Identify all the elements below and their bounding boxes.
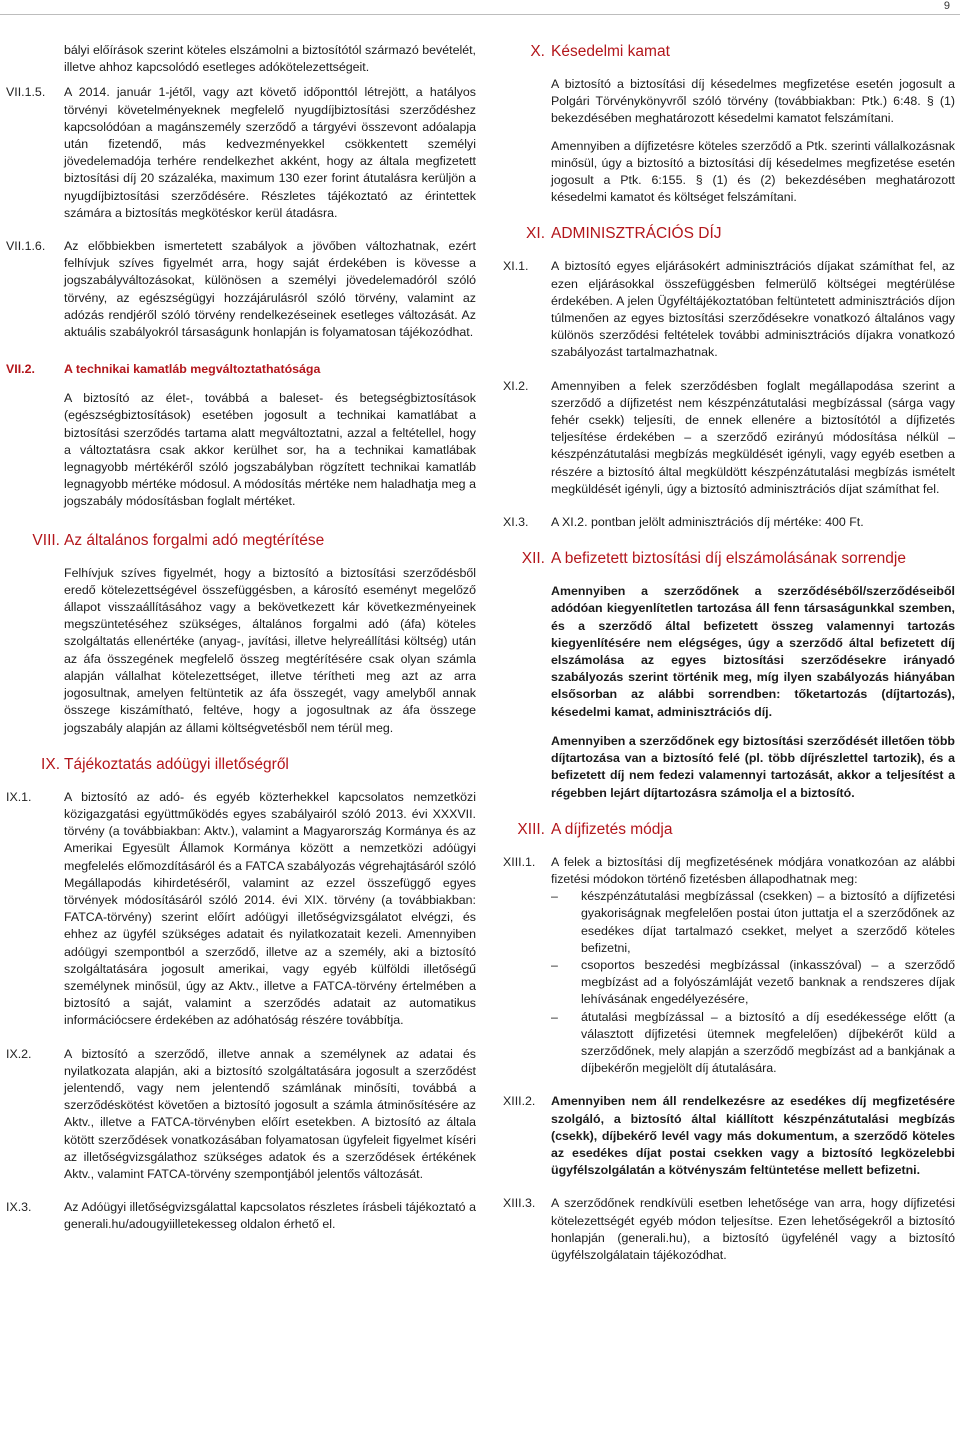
section-ix-1 bbox=[6, 789, 476, 1030]
section-number: XI.3. bbox=[503, 515, 529, 530]
dash-bullet: – bbox=[551, 1009, 558, 1024]
paragraph-text: Az előbbiekben ismertetett szabályok a jövőben változhatnak, ezért felhívjuk szíves figyelmét arra, hogy saját érdekében is kövesse a jogszabályváltozásokat, különösen a személyi jövedelemadóról szóló törvény, az egészségügyi hozzájárulásról szóló törvény, valamint az adózás rendjéről szóló törvény rendelkezéseinek esetleges változását. Az aktuális szabályokról társaságunk honlapján is folyamatosan tájékozódhat. bbox=[64, 239, 476, 340]
section-number: IX.1. bbox=[6, 789, 32, 804]
subheading-vii-2 bbox=[6, 361, 476, 378]
list-item-text: készpénzátutalási megbízással (csekken) – a biztosító a díjfizetési gyakoriságnak megfelelően postai úton juttatja el a szerződőnek az esedékes díjat tartalmazó csekket, melyet a szerződő köteles befizetni, bbox=[581, 889, 955, 955]
heading-roman: XI. bbox=[526, 225, 545, 243]
paragraph-text: Amennyiben nem áll rendelkezésre az esedékes díj megfizetésére szolgáló, a biztosító által kiállított készpénzátutalási megbízás (csekk), díjbekérő levél vagy más dokumentum, a szerződő köteles az esedékes díjat postai csekken vagy a biztosító legközelebbi ügyfélszolgálatán a kötvényszám feltüntetése mellett befizetni. bbox=[551, 1094, 955, 1178]
heading-roman: X. bbox=[530, 43, 545, 60]
dash-bullet: – bbox=[551, 889, 558, 904]
paragraph-text: Amennyiben a szerződőnek egy biztosítási szerződését illetően több díjtartozása van a biztosító felé (pl. több díjrészlettel tartozik), és a befizetett díj nem fedezi valamennyi tartozását, akkor a teljesítést a régebben lejárt díjtartozásra számolja el a biztosító. bbox=[551, 733, 955, 800]
paragraph-text: A felek a biztosítási díj megfizetésének módjára vonatkozóan az alábbi fizetési módokon történő fizetésben állapodhatnak meg: bbox=[551, 854, 955, 886]
heading-title: Az általános forgalmi adó megtérítése bbox=[64, 531, 325, 549]
section-xii-p2 bbox=[503, 733, 955, 802]
section-xi-2 bbox=[503, 378, 955, 498]
paragraph-text: A 2014. január 1-jétől, vagy azt követő időponttól létrejött, a hatályos törvényi követelményeknek megfelelő nyugdíjbiztosítási szerződéshez kapcsolódóan a magánszemély szerződő a tárgyévi összevont adóalapja után fizetendő, más kedvezményekkel csökkentett személyi jövedelemadója terhére rendelkezhet akként, hogy az általa megfizetett biztosítási díj 20 százaléka, maximum 130 ezer forint átutalásra kerüljön a nyugdíjbiztosítási szerződésére. Részletes tájékoztató az érintettek számára a biztosítás megkötéskor kerül átadásra. bbox=[64, 85, 476, 220]
section-ix-2 bbox=[6, 1046, 476, 1184]
section-x-p2 bbox=[503, 138, 955, 207]
heading-viii bbox=[6, 531, 476, 551]
section-number: IX.3. bbox=[6, 1200, 32, 1215]
section-xiii-2 bbox=[503, 1093, 955, 1179]
section-xiii-3 bbox=[503, 1195, 955, 1264]
paragraph-text: A XI.2. pontban jelölt adminisztrációs díj mértéke: 400 Ft. bbox=[551, 515, 864, 530]
heading-xiii bbox=[503, 820, 955, 840]
subheading-title: A technikai kamatláb megváltoztathatósága bbox=[64, 362, 321, 377]
paragraph-text: A biztosító a biztosítási díj késedelmes megfizetése esetén jogosult a Polgári Törvénykönyvről szóló törvény (továbbiakban: Ptk.) 6:48. § (1) bekezdésében meghatározott késedelmi kamatot felszámítani. bbox=[551, 77, 955, 126]
heading-title: Tájékoztatás adóügyi illetőségről bbox=[64, 755, 289, 773]
section-vii-1-5 bbox=[6, 84, 476, 222]
list-item bbox=[551, 957, 955, 1009]
list-item-text: csoportos beszedési megbízással (inkasszóval) – a szerződő megbízást ad a folyószámláját vezető banknak a rendszeres díjak lehívásának engedélyezésére, bbox=[581, 957, 955, 1007]
heading-roman: VIII. bbox=[32, 531, 60, 549]
heading-roman: XII. bbox=[521, 550, 545, 568]
page-number: 9 bbox=[943, 0, 950, 12]
heading-xii bbox=[503, 549, 955, 569]
dash-bullet: – bbox=[551, 957, 558, 972]
paragraph-text: A szerződőnek rendkívüli esetben lehetősége van arra, hogy díjfizetési kötelezettségét egyéb módon teljesítse. Ezen lehetőségekről a biztosító honlapján (generali.hu), a biztosító ügyfelénél vagy a biztosító ügyfélszolgálatain tájékozódhat. bbox=[551, 1196, 955, 1262]
section-number: IX.2. bbox=[6, 1046, 32, 1061]
heading-title: Késedelmi kamat bbox=[551, 43, 670, 60]
section-number: XIII.2. bbox=[503, 1094, 536, 1109]
section-xi-3 bbox=[503, 514, 955, 531]
list-item bbox=[551, 888, 955, 957]
section-number: XIII.3. bbox=[503, 1196, 536, 1211]
heading-xi bbox=[503, 224, 955, 244]
subheading-number: VII.2. bbox=[6, 362, 35, 377]
paragraph-text: A biztosító az adó- és egyéb közterhekkel kapcsolatos nemzetközi közigazgatási együttműködés egyes szabályairól szóló 2013. évi XXXVII. törvény (a továbbiakban: Aktv.), valamint a Magyarország Kormánya és az Amerikai Egyesült Államok Kormánya között a nemzetközi adóügyi megfelelés előmozdításáról és a FATCA szabályozás végrehajtásáról szóló Megállapodás kihirdetéséről, valamint az ezzel összefüggő egyes törvények módosításáról szóló 2014. évi XIX. törvény (a továbbiakban: FATCA-törvény) szerint előírt adóügyi illetőségvizsgálatot elvégzi, és ehhez az ügyfél szükséges adatait és nyilatkozatait kezeli. Amennyiben adóügyi szempontból a szerződő, illetve az a személy, aki a biztosító szolgáltatására jogosult amerikai, vagy egyéb külföldi illetőségű személynek minősül, úgy az Aktv., illetve a FATCA-törvény értelmében a biztosító a saját, valamint a szerződés adatait az automatikus információcsere érdekében az adóhatóság részére továbbítja. bbox=[64, 789, 476, 1028]
heading-title: ADMINISZTRÁCIÓS DÍJ bbox=[551, 225, 722, 243]
section-xii-p1 bbox=[503, 583, 955, 721]
heading-ix bbox=[6, 755, 476, 775]
heading-title: A befizetett biztosítási díj elszámolásának sorrendje bbox=[551, 550, 906, 568]
section-xiii-1-body bbox=[551, 854, 955, 1078]
right-column bbox=[503, 42, 955, 1280]
section-number: VII.1.5. bbox=[6, 85, 46, 100]
paragraph-text: Az Adóügyi illetőségvizsgálattal kapcsolatos részletes írásbeli tájékoztató a generali.hu/adougyiilletekesseg oldalon érhető el. bbox=[64, 1200, 476, 1232]
section-number: XI.1. bbox=[503, 259, 529, 274]
paragraph-text: Amennyiben a szerződőnek a szerződéséből/szerződéseiből adódóan kiegyenlítetlen tartozása áll fenn társaságunkkal szemben, és a szerződő által befizetett összeg valamennyi tartozás kiegyenlítésére nem elégséges, úgy a szerződő által befizetett díj elszámolása az egyes biztosítási szerződésekre irányadó szabályozás szerint történik meg, míg ilyen szabályozás hiányában elsősorban az alábbi sorrendben: tőketartozás (díjtartozás), késedelmi kamat, adminisztrációs díj. bbox=[551, 584, 955, 719]
top-rule bbox=[0, 14, 960, 15]
paragraph-text: A biztosító az élet-, továbbá a baleset- és betegségbiztosítások (egészségbiztosítások) esetében jogosult a technikai kamatlábat a biztosítási szerződés tartama alatt megváltoztatni, azzal a feltétellel, hogy a változtatásra csak akkor kerülhet sor, ha a technikai kamatlábak legnagyobb mértékéről szóló jogszabályban rögzített technikai kamatláb legnagyobb mértéke módosul. A módosítás mértéke nem haladhatja meg a jogszabály módosításban foglalt mértéket. bbox=[64, 391, 476, 509]
paragraph-text: A biztosító egyes eljárásokért adminisztrációs díjakat számíthat fel, az ezen eljárásokkal összefüggésben felmerülő költségei megtérülése érdekében. A jelen Ügyféltájékoztatóban feltüntetett adminisztrációs díjon túlmenően az egyes biztosítási szerződésekre vonatkozó általános vagy különös szerződési feltételek további adminisztrációs díjakra vonatkozó szabályozást tartalmazhatnak. bbox=[551, 259, 955, 360]
paragraph-text: bályi előírások szerint köteles elszámolni a biztosítótól származó bevételét, illetve ahhoz kapcsolódó esetleges adókötelezettségeit. bbox=[64, 43, 476, 75]
list-item-text: átutalási megbízással – a biztosító a díj esedékessége előtt (a választott díjfizetési ütemnek megfelelően) díjbekérőt küld a szerződőnek, mely alapján a szerződő megbízást ad a bankjának a díjbekérőn megjelölt díj átutalására. bbox=[581, 1009, 955, 1076]
section-number: VII.1.6. bbox=[6, 239, 46, 254]
section-xi-1 bbox=[503, 258, 955, 361]
continued-paragraph bbox=[6, 42, 476, 76]
section-vii-1-6 bbox=[6, 238, 476, 341]
heading-roman: XIII. bbox=[517, 820, 545, 838]
paragraph-text: Felhívjuk szíves figyelmét, hogy a biztosító a biztosítási szerződésből eredő kötelezettségével összefüggésben, a károsító eseményt megelőző állapot visszaállításához vagy a bekövetkezett kár következményeinek megszüntetéséhez szükséges, általános forgalmi adó (áfa) köteles szolgáltatás ellenértéke (anyag-, javítási, illetve helyreállítási költség) után az áfa összegének megfelelő összeg megtérítésére csak olyan számla alapján vállalhat kötelezettséget, illetve térítheti meg azt az arra jogosultnak, amelyen feltüntetik az áfa összegét, vagy amelyből annak összege kiszámítható, feltéve, hogy a jogosultnak az áfa összege jogszabály alapján az állami költségvetésből nem térül meg. bbox=[64, 565, 476, 735]
list-item bbox=[551, 1009, 955, 1078]
section-x-p1 bbox=[503, 76, 955, 128]
payment-method-list bbox=[551, 888, 955, 1077]
section-viii-body bbox=[6, 565, 476, 737]
section-ix-3 bbox=[6, 1199, 476, 1233]
section-number: XIII.1. bbox=[503, 854, 536, 869]
section-number: XI.2. bbox=[503, 378, 529, 393]
paragraph-text: Amennyiben a felek szerződésben foglalt megállapodása szerint a szerződő a díjfizetést nem készpénzátutalási megbízással (sárga vagy fehér csekk) teljesíti, de ennek ellenére a biztosítótól a díjfizetés teljesítése érdekében – a szerződő ezirányú módosítása nélkül – készpénzátutalási megbízás megküldését igényli, vagy egyéb esetben a részére a biztosító által megküldött készpénzátutalási megbízás ismételt megküldését igényli, úgy a biztosító adminisztrációs díjat számíthat fel. bbox=[551, 378, 955, 496]
heading-x bbox=[503, 42, 955, 62]
section-vii-2-body bbox=[6, 390, 476, 510]
heading-title: A díjfizetés módja bbox=[551, 820, 673, 838]
left-column bbox=[6, 42, 476, 1250]
section-xiii-1 bbox=[503, 854, 955, 1078]
heading-roman: IX. bbox=[41, 755, 60, 773]
paragraph-text: Amennyiben a díjfizetésre köteles szerződő a Ptk. szerinti vállalkozásnak minősül, úgy a biztosító a biztosítási díj késedelmes megfizetése esetén jogosult a Ptk. 6:155. § (1) és (2) bekezdésében meghatározott késedelmi kamatot és költséget felszámítani. bbox=[551, 138, 955, 205]
paragraph-text: A biztosító a szerződő, illetve annak a személynek az adatai és nyilatkozata alapján, aki a biztosító szolgáltatására jogosult a szerződést jelentendő, vagy nem jelentendő számlának minősíti, továbbá a szerződéskötést követően a biztosító jogosult a számla átminősítésére az Aktv., illetve a FATCA-törvényben előírt esetekben. A biztosító az általa kötött szerződések vonatkozásában folyamatosan ügyfeleit figyelmet kíséri az illetőségvizsgálathoz szükséges adatok és a szerződések értékének Aktv., valamint FATCA-törvény szempontjából jelentős változását. bbox=[64, 1046, 476, 1181]
